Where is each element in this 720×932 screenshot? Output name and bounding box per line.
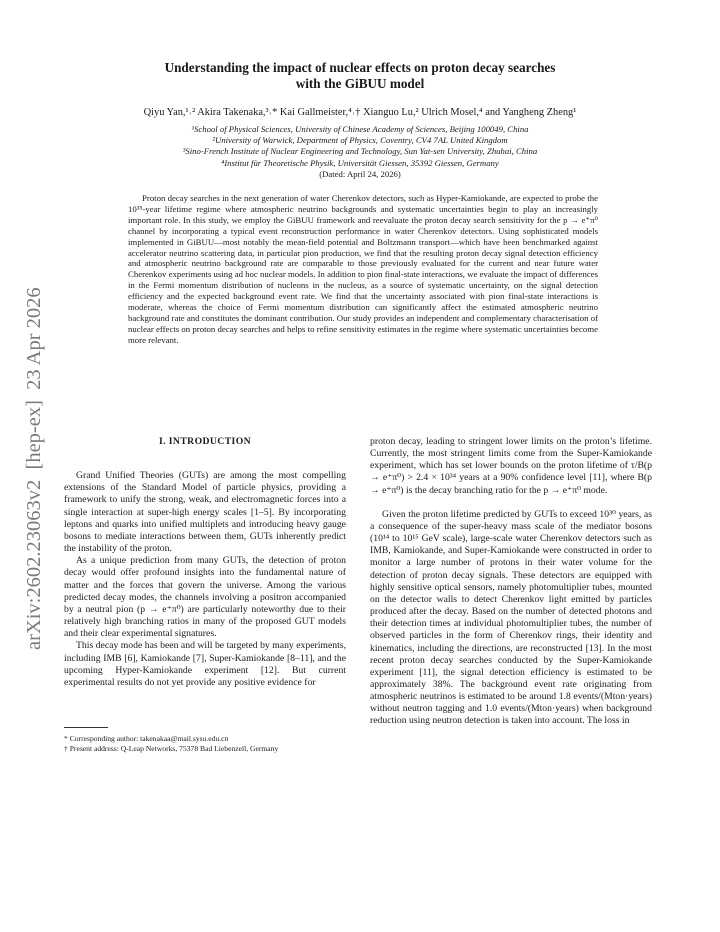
intro-paragraph-5: Given the proton lifetime predicted by GUTs to exceed 10³⁰ years, as a consequence of the super-heavy mass scale of the mediator bosons (10¹⁴ to 10¹⁵ GeV scale), large-scale water Cherenkov detectors such as IMB, Kamiokande, and Super-Kamiokande were constructed in order to monitor a large number of protons in their water volume for the detection of proton decay signals. These detectors are equipped with highly sensitive optical sensors, namely photomultiplier tubes, mounted on the detector walls to detect Cherenkov light emitted by particles produced after the decay. Based on the number of detected photons and their detection times at individual photomultiplier tubes, the number of observed particles in the form of Cherenkov rings, their identity and kinematics, including the directions, are reconstructed [13]. In the most recent proton decay searches conducted by the Super-Kamiokande experiment [11], the signal detection efficiency is estimated to be approximately 38%. The background event rate originating from atmospheric neutrinos is estimated to be around 1.8 events/(Mton·years) without neutron tagging and 1.0 events/(Mton·years) when background reduction using neutron detection is taken into account. The loss in <box>370 508 652 727</box>
affiliation-4: ⁴Institut für Theoretische Physik, Universität Giessen, 35392 Giessen, Germany <box>221 157 499 168</box>
paper-title <box>100 60 620 92</box>
title-line-1: Understanding the impact of nuclear effects on proton decay searches <box>164 60 556 75</box>
intro-paragraph-4: proton decay, leading to stringent lower limits on the proton’s lifetime. Currently, the most stringent limits come from the Super-Kamiokande experiment, which has set lower bounds on the proton lifetime of τ/B(p → e⁺π⁰) > 2.4 × 10³⁴ years at a 90% confidence level [11], where B(p → e⁺π⁰) is the decay branching ratio for the p → e⁺π⁰ mode. <box>370 436 652 496</box>
affiliation-2: ²University of Warwick, Department of Physics, Coventry, CV4 7AL United Kingdom <box>212 135 508 146</box>
footnote-corresponding: * Corresponding author: takenakaa@mail.sysu.edu.cn <box>64 733 229 743</box>
section-heading: I. INTRODUCTION <box>158 436 252 447</box>
left-column <box>64 436 346 753</box>
affiliations <box>70 124 650 180</box>
footnote-present-address: † Present address: Q-Leap Networks, 75378 Bad Liebenzell, Germany <box>64 743 279 753</box>
title-line-2: with the GiBUU model <box>295 76 425 91</box>
arxiv-stamp-text: arXiv:2602.23063v2 [hep-ex] 23 Apr 2026 <box>23 287 45 650</box>
arxiv-stamp <box>8 240 54 660</box>
affiliation-3: ³Sino-French Institute of Nuclear Engineering and Technology, Sun Yat-sen University, Zhuhai, China <box>182 146 538 157</box>
dated-line: (Dated: April 24, 2026) <box>319 168 401 179</box>
affiliation-1: ¹School of Physical Sciences, University of Chinese Academy of Sciences, Beijing 100049, China <box>191 124 529 134</box>
footnote-rule <box>64 727 108 728</box>
intro-paragraph-3: This decay mode has been and will be targeted by many experiments, including IMB [6], Kamiokande [7], Super-Kamiokande [8–11], and the upcoming Hyper-Kamiokande experiment [12]. But current experimental results do not yet provide any positive evidence for <box>64 640 346 688</box>
intro-paragraph-1: Grand Unified Theories (GUTs) are among the most compelling extensions of the Standard Model of particle physics, providing a framework to unify the strong, weak, and electromagnetic forces into a single interaction at super-high energy scales [1–5]. By incorporating leptons and quarks into unified multiplets and introducing heavy gauge bosons to mediate interactions between them, GUTs inherently predict the instability of the proton. <box>64 470 346 555</box>
footnotes <box>64 734 346 753</box>
right-column <box>370 436 652 728</box>
abstract: Proton decay searches in the next generation of water Cherenkov detectors, such as Hyper-Kamiokande, are expected to probe the 10³⁵-year lifetime regime where atmospheric neutrino backgrounds and systematic uncertainties begin to play an increasingly important role. In this study, we employ the GiBUU framework and reevaluate the proton decay search sensitivity for the p → e⁺π⁰ channel by incorporating a typical event reconstruction performance in water Cherenkov detectors. Using sophisticated models implemented in GiBUU—most notably the mean-field potential and Boltzmann transport—which have been benchmarked against accelerator neutrino scattering data, in particular pion production, we find that the resulting proton decay signal detection efficiency and atmospheric neutrino background rate are comparable to those previously evaluated for the current and near future water Cherenkov experiments using ad hoc nuclear models. In addition to pion final-state interactions, we evaluate the impact of differences in the Fermi momentum distribution of nucleons in the nucleus, as a source of systematic uncertainty, on the signal detection efficiency and the expected background event rate. We find that the uncertainty associated with pion final-state interactions is moderate, whereas the choice of Fermi momentum distribution can significantly affect the estimated atmospheric neutrino background rate and constitutes the dominant contribution. Our study provides an independent and complementary characterisation of nuclear effects on proton decay searches and helps to refine sensitivity estimates in the regime where systematic uncertainties become more relevant. <box>128 193 598 345</box>
author-list: Qiyu Yan,¹˒² Akira Takenaka,³˒* Kai Gallmeister,⁴˒† Xianguo Lu,² Ulrich Mosel,⁴ and Yangheng Zheng¹ <box>143 107 577 118</box>
intro-paragraph-2: As a unique prediction from many GUTs, the detection of proton decay would offer profound insights into the fundamental nature of matter and the forces that govern the universe. Among the various predicted decay modes, the channels involving a positron accompanied by a neutral pion (p → e⁺π⁰) are particularly noteworthy due to their relatively high branching ratios in many of the proposed GUT models and their clear experimental signatures. <box>64 555 346 640</box>
